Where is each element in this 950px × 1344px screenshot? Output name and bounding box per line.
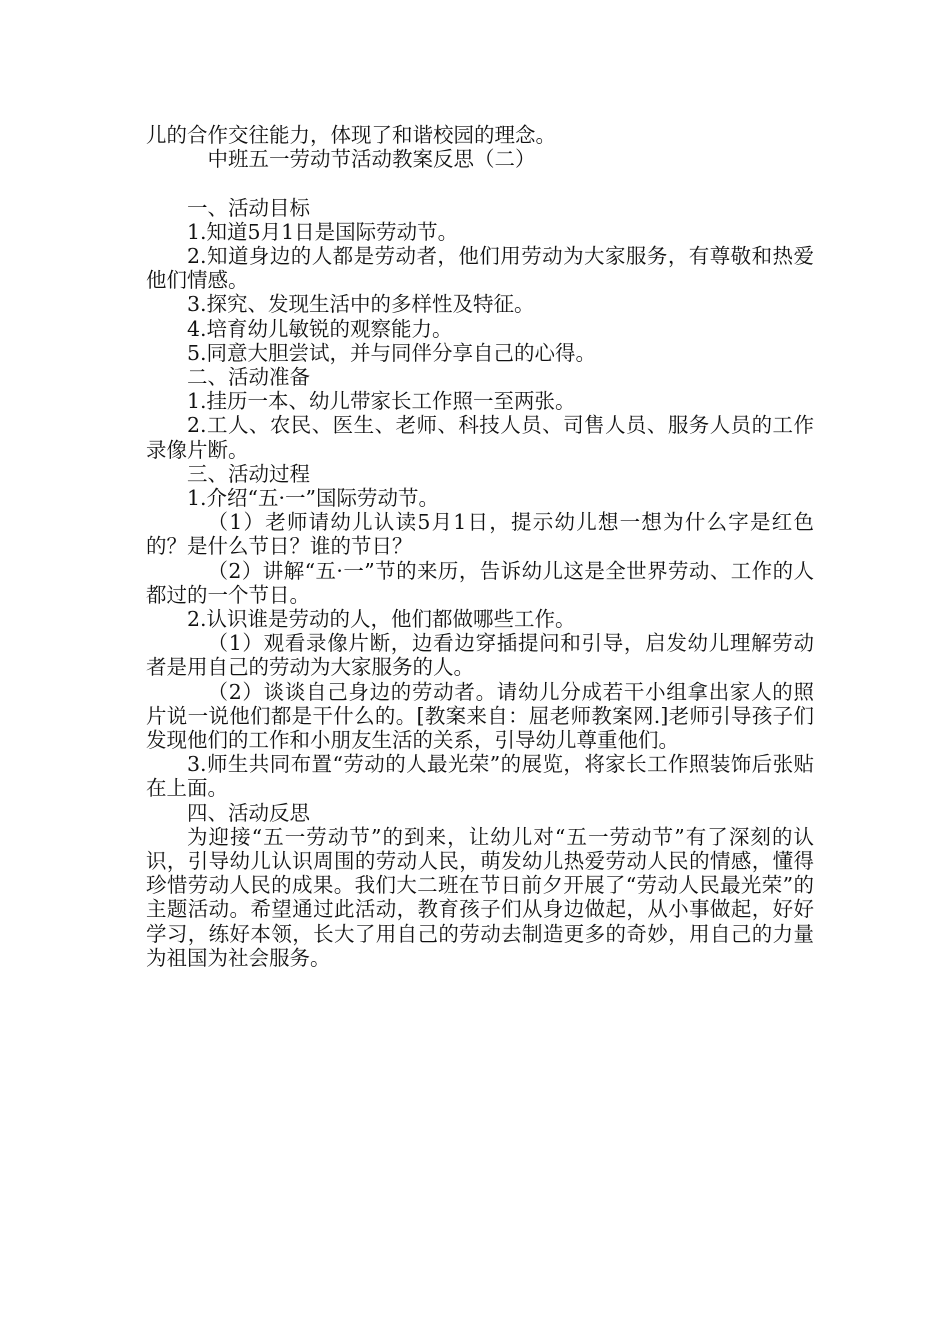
goal-item-2: 2.知道身边的人都是劳动者，他们用劳动为大家服务，有尊敬和热爱他们情感。: [146, 244, 814, 293]
preparation-item-2: 2.工人、农民、医生、老师、科技人员、司售人员、服务人员的工作录像片断。: [146, 413, 814, 462]
preparation-item-1: 1.挂历一本、幼儿带家长工作照一至两张。: [187, 389, 576, 414]
blank-line: [146, 171, 814, 195]
section-heading-goals: 一、活动目标: [187, 195, 310, 220]
goal-item-4: 4.培育幼儿敏锐的观察能力。: [187, 316, 453, 341]
section-heading-process: 三、活动过程: [187, 461, 310, 486]
process-step-3: 3.师生共同布置“劳动的人最光荣”的展览，将家长工作照装饰后张贴在上面。: [146, 752, 814, 801]
intro-tail-paragraph: 儿的合作交往能力，体现了和谐校园的理念。: [146, 123, 556, 147]
process-step-2-sub-2: （2）谈谈自己身边的劳动者。请幼儿分成若干小组拿出家人的照片说一说他们都是干什么的。[教案来自：屈老师教案网.]老师引导孩子们发现他们的工作和小朋友生活的关系，引导幼儿尊重他们。: [146, 679, 814, 753]
document-body: [146, 123, 814, 970]
section-heading-reflection: 四、活动反思: [187, 800, 310, 825]
section-heading-preparation: 二、活动准备: [187, 365, 310, 390]
process-step-1-sub-2: （2）讲解“五·一”节的来历，告诉幼儿这是全世界劳动、工作的人都过的一个节日。: [146, 558, 814, 607]
reflection-paragraph: 为迎接“五一劳动节”的到来，让幼儿对“五一劳动节”有了深刻的认识，引导幼儿认识周围的劳动人民，萌发幼儿热爱劳动人民的情感，懂得珍惜劳动人民的成果。我们大二班在节日前夕开展了“劳动人民最光荣”的主题活动。希望通过此活动，教育孩子们从身边做起，从小事做起，好好学习，练好本领，长大了用自己的劳动去制造更多的奇妙，用自己的力量为祖国为社会服务。: [146, 824, 814, 970]
goal-item-1: 1.知道5月1日是国际劳动节。: [187, 219, 459, 244]
process-step-1: 1.介绍“五·一”国际劳动节。: [187, 486, 440, 511]
process-step-2-sub-1: （1）观看录像片断，边看边穿插提问和引导，启发幼儿理解劳动者是用自己的劳动为大家服务的人。: [146, 631, 814, 680]
goal-item-3: 3.探究、发现生活中的多样性及特征。: [187, 292, 535, 317]
process-step-1-sub-1: （1）老师请幼儿认读5月1日，提示幼儿想一想为什么字是红色的？是什么节日？谁的节日？: [146, 510, 814, 559]
document-title: 中班五一劳动节活动教案反思（二）: [207, 147, 536, 172]
process-step-2: 2.认识谁是劳动的人，他们都做哪些工作。: [187, 607, 576, 632]
goal-item-5: 5.同意大胆尝试，并与同伴分享自己的心得。: [187, 340, 597, 365]
